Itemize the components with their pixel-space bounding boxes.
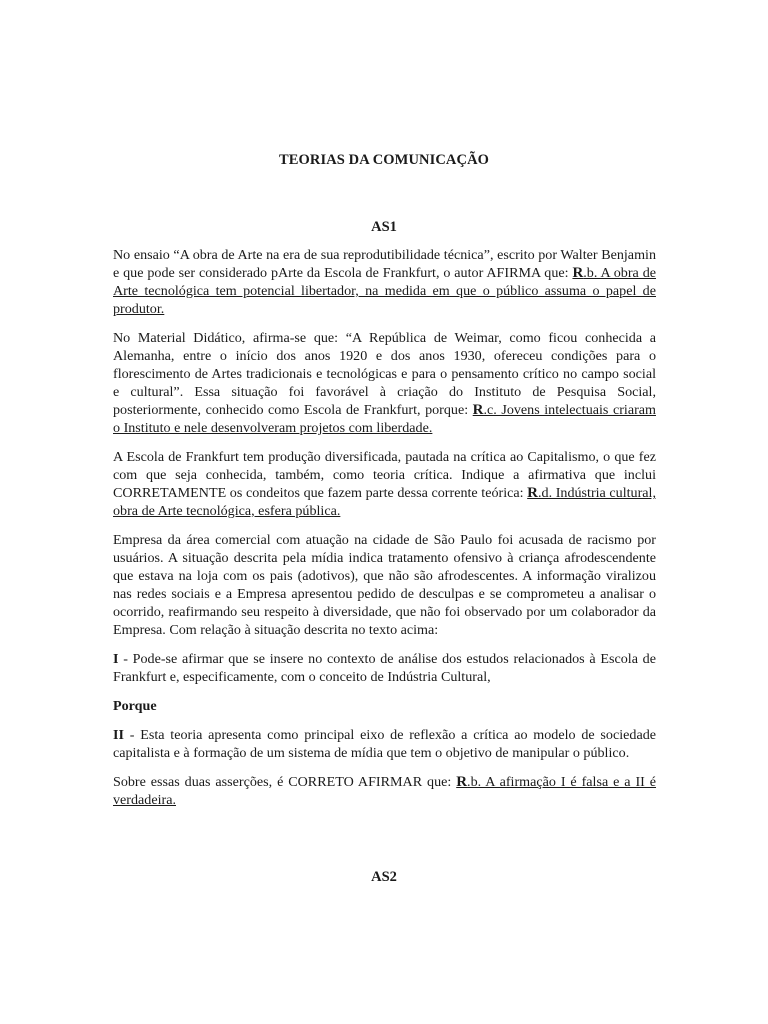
section-heading-as1: AS1 <box>371 219 397 235</box>
porque-label: Porque <box>113 698 157 714</box>
assertion-ii <box>113 726 656 762</box>
answer-text: .d. Indústria cultural, obra de Arte tecnológica, esfera pública. <box>113 485 656 519</box>
assertion-ii-label: II <box>113 727 124 743</box>
answer-marker: R <box>572 265 584 281</box>
question-3-text: A Escola de Frankfurt tem produção diversificada, pautada na crítica ao Capitalismo, o que fez com que seja conhecida, também, como teoria crítica. Indique a afirmativa que inclui CORRETAMENTE os condeitos que fazem parte dessa corrente teórica: <box>113 449 656 501</box>
assertion-ii-text: - Esta teoria apresenta como principal eixo de reflexão a crítica ao modelo de sociedade capitalista e à formação de um sistema de mídia que tem o objetivo de manipular o público. <box>113 727 656 761</box>
question-2 <box>113 329 656 437</box>
assertion-i-label: I <box>113 651 119 667</box>
answer-text: .c. Jovens intelectuais criaram o Instituto e nele desenvolveram projetos com liberdade. <box>113 402 656 436</box>
document-body <box>113 246 656 820</box>
answer-marker: R <box>472 402 484 418</box>
question-1-text: No ensaio “A obra de Arte na era de sua reprodutibilidade técnica”, escrito por Walter Benjamin e que pode ser considerado pArte da Escola de Frankfurt, o autor AFIRMA que: <box>113 247 656 281</box>
question-4-final-text: Sobre essas duas asserções, é CORRETO AFIRMAR que: <box>113 774 457 790</box>
document-title: TEORIAS DA COMUNICAÇÃO <box>278 152 490 168</box>
section-heading-as2: AS2 <box>371 869 397 885</box>
question-4-statement: Empresa da área comercial com atuação na cidade de São Paulo foi acusada de racismo por usuários. A situação descrita pela mídia indica tratamento ofensivo à criança afrodescendente que estava na loja com os pais (adotivos), que não são afrodescentes. A informação viralizou nas redes sociais e a Empresa apresentou pedido de desculpas e se comprometeu a analisar o ocorrido, reafirmando seu respeito à diversidade, que não foi observado por um colaborador da Empresa. Com relação à situação descrita no texto acima: <box>113 532 656 638</box>
question-4-conclusion <box>113 773 656 809</box>
answer-marker: R <box>527 485 538 501</box>
answer-marker: R <box>456 774 468 790</box>
answer-text: .b. A afirmação I é falsa e a II é verdadeira. <box>113 774 657 808</box>
assertion-i <box>113 650 656 686</box>
question-1 <box>113 246 656 318</box>
question-2-text: No Material Didático, afirma-se que: “A República de Weimar, como ficou conhecida a Alemanha, entre o início dos anos 1920 e dos anos 1930, ofereceu condições para o florescimento de Artes tradicionais e tecnológicas e para o pensamento crítico no campo social e cultural”. Essa situação foi favorável à criação do Instituto de Pesquisa Social, posteriormente, conhecido como Escola de Frankfurt, porque: <box>113 330 656 418</box>
question-3 <box>113 448 656 520</box>
answer-text: .b. A obra de Arte tecnológica tem potencial libertador, na medida em que o público assuma o papel de produtor. <box>113 265 656 317</box>
assertion-i-text: - Pode-se afirmar que se insere no contexto de análise dos estudos relacionados à Escola de Frankfurt e, especificamente, com o conceito de Indústria Cultural, <box>113 651 656 685</box>
